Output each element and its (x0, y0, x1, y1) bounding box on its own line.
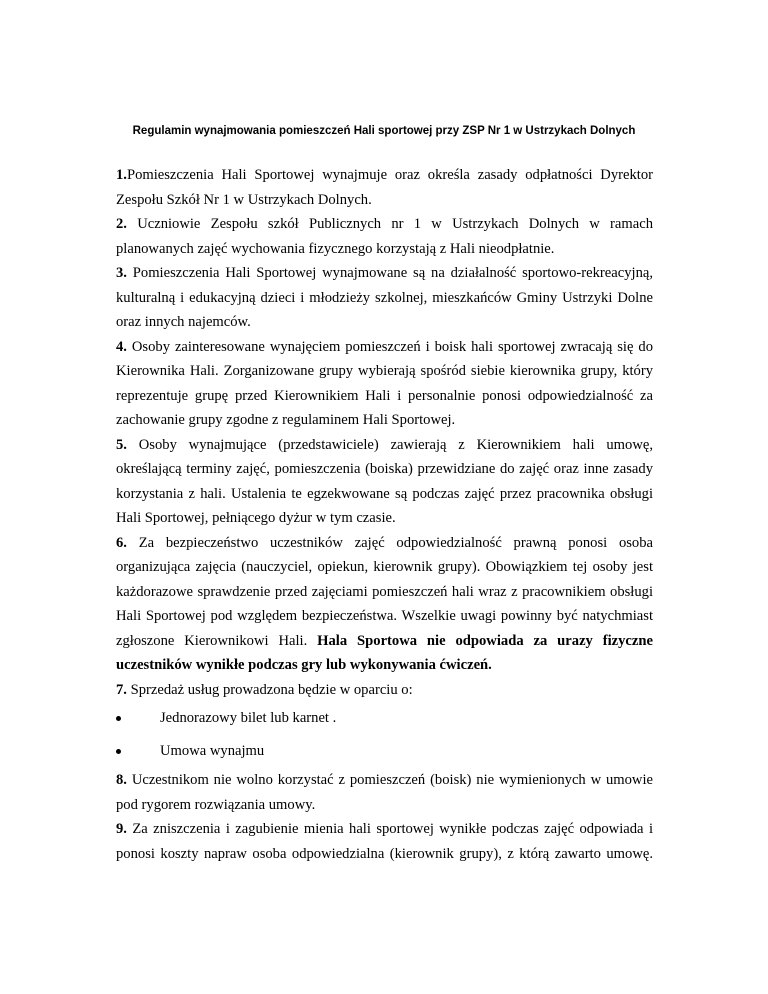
paragraph-8 (116, 768, 653, 817)
list-item-text: Jednorazowy bilet lub karnet . (160, 710, 337, 726)
paragraph-text: Za zniszczenia i zagubienie mienia hali sportowej wynikłe podczas zajęć odpowiada i ponosi koszty napraw osoba odpowiedzialna (kierownik grupy), z którą zawarto umowę. (116, 821, 653, 862)
bullet-icon (116, 749, 121, 754)
paragraph-number: 9. (116, 821, 127, 837)
paragraph-2 (116, 212, 653, 261)
paragraph-number: 2. (116, 216, 127, 232)
paragraph-9 (116, 817, 653, 866)
paragraph-text: Sprzedaż usług prowadzona będzie w oparciu o: (126, 681, 413, 698)
paragraph-number: 6. (116, 534, 127, 551)
paragraph-6 (116, 531, 653, 678)
paragraph-text: Za bezpieczeństwo uczestników zajęć odpowiedzialność prawną ponosi osoba organizująca zajęcia (nauczyciel, opiekun, kierownik grupy). Obowiązkiem tej osoby jest każdorazowe sprawdzenie przed zajęciami pomieszczeń hali wraz z pracownikiem obsługi Hali Sportowej pod względem bezpieczeństwa. Wszelkie uwagi powinny być natychmiast zgłoszone Kierownikowi Hali. (116, 534, 653, 649)
paragraph-4 (116, 335, 653, 433)
paragraph-text: Pomieszczenia Hali Sportowej wynajmuje oraz określa zasady odpłatności Dyrektor Zespołu Szkół Nr 1 w Ustrzykach Dolnych. (116, 167, 653, 208)
paragraph-text: Pomieszczenia Hali Sportowej wynajmowane są na działalność sportowo-rekreacyjną, kulturalną i edukacyjną dzieci i młodzieży szkolnej, mieszkańców Gminy Ustrzyki Dolne oraz innych najemców. (116, 265, 653, 330)
paragraph-text: Uczestnikom nie wolno korzystać z pomieszczeń (boisk) nie wymienionych w umowie pod rygorem rozwiązania umowy. (116, 772, 653, 813)
paragraph-number: 5. (116, 436, 127, 453)
paragraph-number: 4. (116, 338, 127, 355)
list-item-text: Umowa wynajmu (160, 743, 265, 759)
bullet-list (116, 702, 653, 768)
paragraph-number: 7. (116, 681, 127, 698)
paragraph-bold-text: Hala Sportowa nie odpowiada za urazy fizyczne uczestników wynikłe podczas gry lub wykonywania ćwiczeń. (116, 632, 653, 673)
document-title: Regulamin wynajmowania pomieszczeń Hali sportowej przy ZSP Nr 1 w Ustrzykach Dolnych (132, 125, 636, 137)
paragraph-7 (116, 678, 653, 703)
paragraph-text: Osoby wynajmujące (przedstawiciele) zawierają z Kierownikiem hali umowę, określającą terminy zajęć, pomieszczenia (boiska) przewidziane do zajęć oraz inne zasady korzystania z hali. Ustalenia te egzekwowane są podczas zajęć przez pracownika obsługi Hali Sportowej, pełniącego dyżur w tym czasie. (116, 436, 653, 526)
paragraph-5 (116, 433, 653, 531)
list-item (116, 702, 653, 735)
paragraph-text: Osoby zainteresowane wynajęciem pomieszczeń i boisk hali sportowej zwracają się do Kierownika Hali. Zorganizowane grupy wybierają spośród siebie kierownika grupy, który reprezentuje grupę przed Kierownikiem Hali i personalnie ponosi odpowiedzialność za zachowanie grupy zgodne z regulaminem Hali Sportowej. (116, 338, 653, 428)
paragraph-1 (116, 163, 653, 212)
bullet-icon (116, 716, 121, 721)
paragraph-text: Uczniowie Zespołu szkół Publicznych nr 1 w Ustrzykach Dolnych w ramach planowanych zajęć wychowania fizycznego korzystają z Hali nieodpłatnie. (116, 216, 653, 257)
paragraph-number: 1. (116, 167, 127, 183)
paragraph-3 (116, 261, 653, 335)
list-item (116, 735, 653, 768)
document-body (116, 163, 653, 866)
paragraph-number: 3. (116, 265, 127, 281)
paragraph-number: 8. (116, 772, 127, 788)
